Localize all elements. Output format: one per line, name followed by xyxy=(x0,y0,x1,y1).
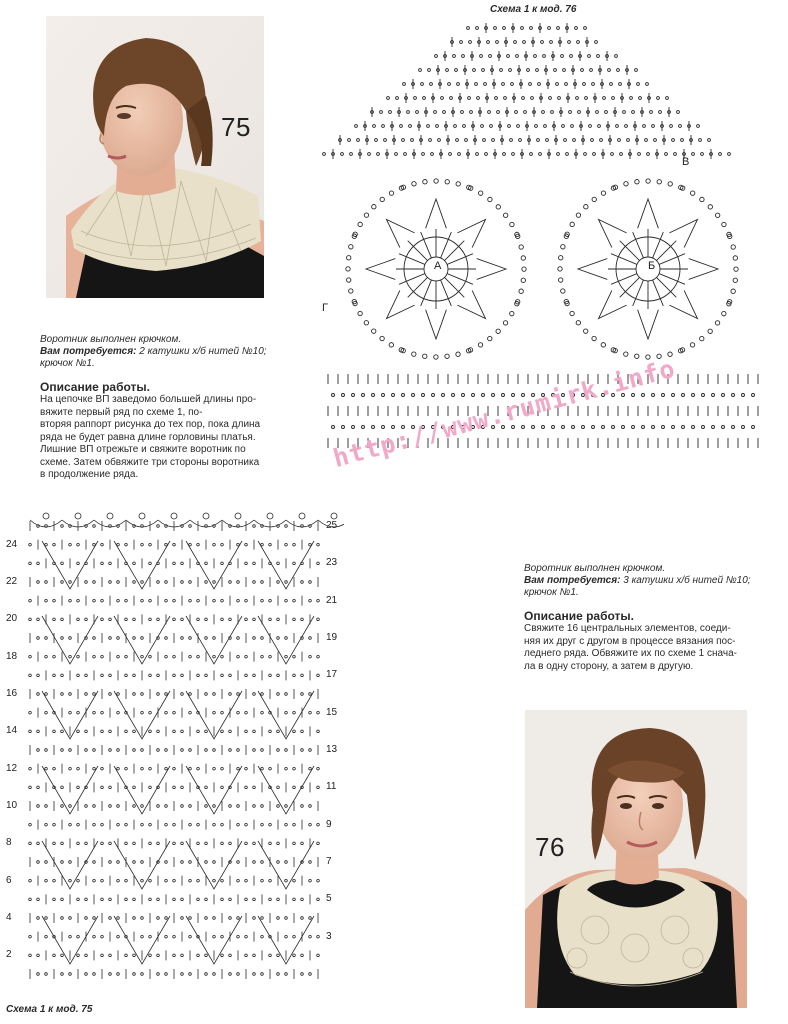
model-number-75: 75 xyxy=(221,112,251,142)
intro-line: Воротник выполнен крючком. xyxy=(40,334,182,345)
intro-line: Воротник выполнен крючком. xyxy=(524,563,666,574)
diagram-letter-g: Г xyxy=(322,302,328,314)
row-number-label: 9 xyxy=(326,818,332,830)
row-number-label: 5 xyxy=(326,893,332,905)
scheme-76-title: Схема 1 к мод. 76 xyxy=(490,4,577,15)
materials-line xyxy=(524,575,774,587)
row-number-label: 3 xyxy=(326,930,332,942)
work-description-heading: Описание работы. xyxy=(40,380,150,394)
row-number-label: 17 xyxy=(326,669,338,681)
row-number-label: 6 xyxy=(6,874,12,886)
row-number-label: 8 xyxy=(6,837,12,849)
body-line: вяжите первый ряд по схеме 1, по- xyxy=(40,406,203,418)
row-number-label: 21 xyxy=(326,594,338,606)
work-description-body xyxy=(40,394,290,482)
row-number-label: 4 xyxy=(6,912,12,923)
scheme-75-title: Схема 1 к мод. 75 xyxy=(6,1004,93,1015)
row-number-label: 19 xyxy=(326,632,338,643)
materials-line-2: крючок №1. xyxy=(524,587,579,598)
model-75-description xyxy=(40,334,290,482)
model-number-76: 76 xyxy=(535,832,565,862)
row-number-label: 22 xyxy=(6,576,18,587)
row-number-label: 20 xyxy=(6,613,18,625)
model-75-photo xyxy=(46,16,264,298)
materials-value: 2 катушки х/б нитей №10; xyxy=(136,346,267,357)
diagram-letter-b: Б xyxy=(648,260,656,272)
row-number-label: 24 xyxy=(6,538,18,550)
materials-line-2: крючок №1. xyxy=(40,358,95,369)
body-line: Свяжите 16 центральных элементов, соеди- xyxy=(524,623,731,634)
diagram-letter-v: В xyxy=(682,156,690,168)
row-number-label: 2 xyxy=(6,949,12,961)
row-number-label: 18 xyxy=(6,650,18,662)
materials-label: Вам потребуется: xyxy=(524,575,621,586)
row-number-label: 11 xyxy=(326,781,337,793)
body-line: вторяя раппорт рисунка до тех пор, пока длина xyxy=(40,419,261,430)
work-description-heading: Описание работы. xyxy=(524,609,634,623)
body-line: схеме. Затем обвяжите три стороны воротника xyxy=(40,456,260,468)
materials-label: Вам потребуется: xyxy=(40,346,137,357)
row-number-label: 10 xyxy=(6,800,18,811)
row-number-label: 15 xyxy=(326,706,338,718)
row-number-label: 23 xyxy=(326,557,338,569)
watermark: http://www.rumirk.info xyxy=(330,353,679,474)
materials-line xyxy=(40,346,290,358)
model-76-description xyxy=(524,563,774,673)
row-number-label: 16 xyxy=(6,688,18,699)
body-line: ряда не будет равна длине горловины платья. xyxy=(40,431,256,443)
body-line: ла в одну сторону, а затем в другую. xyxy=(524,660,694,672)
body-line: Лишние ВП отрежьте и свяжите воротник по xyxy=(40,444,246,455)
work-description-body xyxy=(524,623,774,673)
row-number-label: 25 xyxy=(326,520,338,531)
row-number-label: 14 xyxy=(6,725,18,737)
row-number-label: 12 xyxy=(6,762,18,774)
body-line: няя их друг с другом в процессе вязания пос- xyxy=(524,635,736,647)
body-line: леднего ряда. Обвяжите их по схеме 1 снача- xyxy=(524,648,737,659)
row-number-label: 7 xyxy=(326,856,332,867)
crochet-diagram-75 xyxy=(4,504,344,1004)
body-line: в продолжение ряда. xyxy=(40,469,139,480)
body-line: На цепочке ВП заведомо большей длины про- xyxy=(40,394,257,405)
model-76-photo xyxy=(525,710,747,1008)
diagram-76-symbols xyxy=(323,23,758,448)
diagram-75-symbols xyxy=(29,513,344,979)
materials-value: 3 катушки х/б нитей №10; xyxy=(620,575,751,586)
row-number-label: 13 xyxy=(326,744,338,755)
diagram-letter-a: А xyxy=(434,260,442,272)
